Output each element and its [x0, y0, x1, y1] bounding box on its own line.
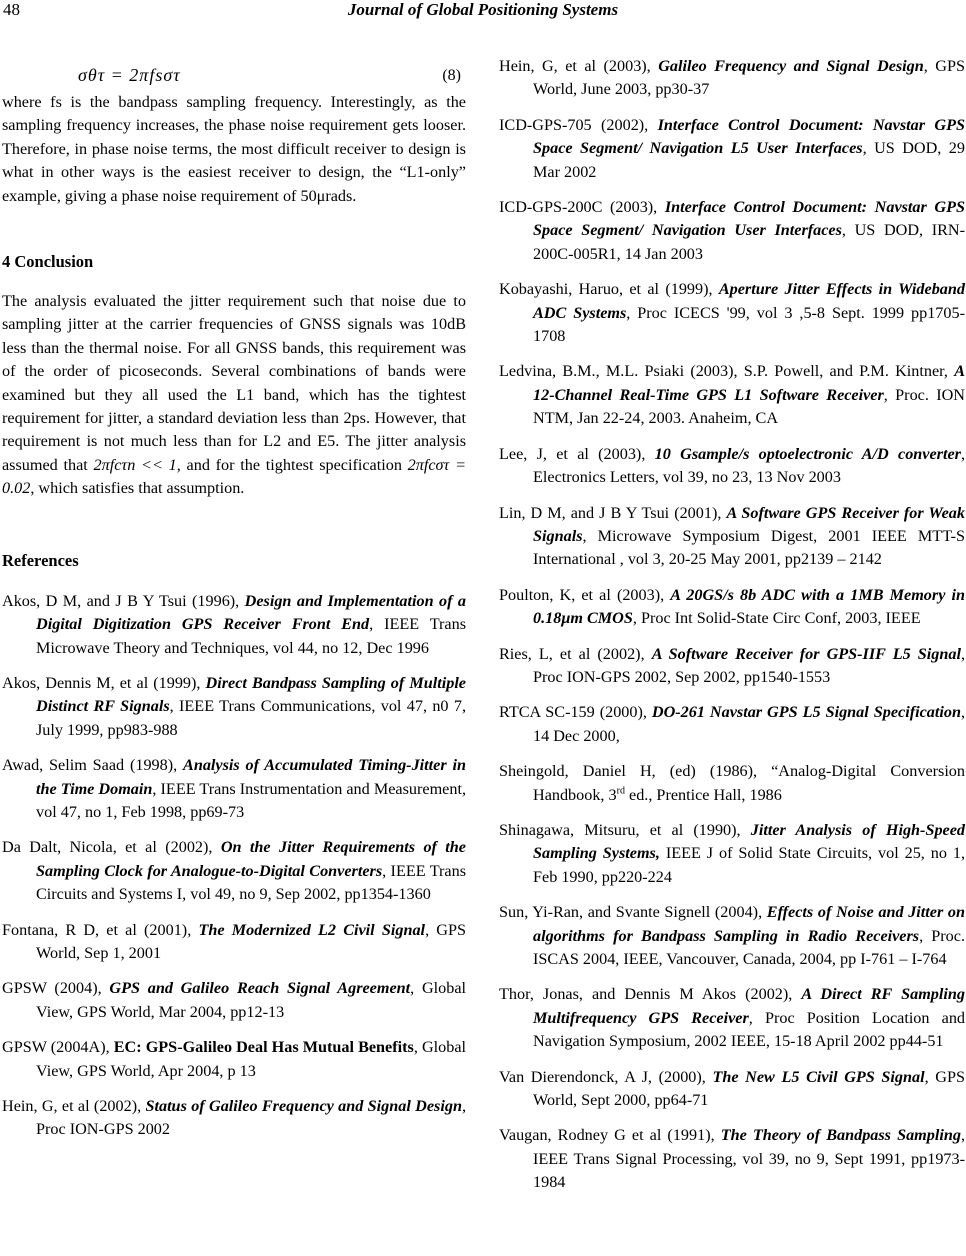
reference-title: The Theory of Bandpass Sampling — [720, 1126, 961, 1145]
reference-authors: Sheingold, Daniel H, (ed) (1986), “Analog-Digital Conversion Handbook, 3 — [499, 762, 965, 804]
reference-title: Interface Control Document: Navstar GPS Space Segment/ Navigation L5 User Interfaces — [533, 115, 965, 158]
reference-details: , IEEE Trans Signal Processing, vol 39, no 9, Sept 1991, pp1973-1984 — [533, 1126, 965, 1192]
reference-title: Interface Control Document: Navstar GPS Space Segment/ Navigation User Interfaces — [533, 198, 965, 240]
reference-authors: ICD-GPS-200C (2003), — [499, 198, 665, 217]
reference-details: , GPS World, June 2003, pp30-37 — [533, 57, 966, 99]
reference-authors: Kobayashi, Haruo, et al (1999), — [499, 280, 719, 299]
reference-authors: Hein, G, et al (2003), — [499, 57, 659, 75]
page-number: 48 — [3, 0, 20, 19]
reference-item — [2, 1036, 466, 1083]
reference-authors: Da Dalt, Nicola, et al (2002), — [2, 838, 221, 857]
edition-superscript: rd — [616, 785, 625, 797]
reference-item — [499, 114, 965, 184]
reference-authors: ICD-GPS-705 (2002), — [499, 115, 658, 134]
reference-details: , GPS World, Sept 2000, pp64-71 — [533, 1067, 965, 1110]
reference-title: On the Jitter Requirements of the Sampling Clock for Analogue-to-Digital Converters — [36, 838, 466, 880]
reference-item — [499, 360, 965, 430]
reference-authors: Thor, Jonas, and Dennis M Akos (2002), — [499, 985, 802, 1004]
equation-8 — [2, 55, 466, 91]
reference-details: , Proc ION-GPS 2002, Sep 2002, pp1540-1553 — [533, 644, 966, 686]
reference-details: , Proc Position Location and Navigation Symposium, 2002 IEEE, 15-18 April 2002 pp44-51 — [533, 1008, 966, 1051]
reference-item — [499, 278, 965, 348]
reference-item — [499, 1066, 965, 1113]
reference-details: , US DOD, 29 Mar 2002 — [533, 139, 965, 181]
reference-details: , GPS World, Sep 1, 2001 — [36, 920, 466, 962]
reference-title: Analysis of Accumulated Timing-Jitter in the Time Domain — [36, 756, 466, 798]
reference-details: , Microwave Symposium Digest, 2001 IEEE MTT-S International , vol 3, 20-25 May 2001, pp2139 – 2142 — [533, 526, 965, 569]
reference-authors: Ries, L, et al (2002), — [499, 644, 652, 663]
reference-title: EC: GPS-Galileo Deal Has Mutual Benefits — [113, 1038, 414, 1057]
reference-item — [499, 443, 965, 490]
reference-authors: Awad, Selim Saad (1998), — [2, 756, 184, 775]
reference-details: , US DOD, IRN-200C-005R1, 14 Jan 2003 — [533, 221, 965, 263]
reference-item — [499, 901, 965, 971]
reference-details: , Proc ION-GPS 2002 — [36, 1097, 466, 1139]
reference-authors: Fontana, R D, et al (2001), — [2, 920, 199, 939]
reference-details: , Proc ICECS '99, vol 3 ,5-8 Sept. 1999 pp1705-1708 — [533, 303, 965, 346]
reference-title: Direct Bandpass Sampling of Multiple Distinct RF Signals — [36, 673, 466, 716]
reference-item — [2, 1095, 466, 1142]
reference-details: , Proc. ION NTM, Jan 22-24, 2003. Anaheim, CA — [533, 385, 965, 428]
reference-authors: Sun, Yi-Ran, and Svante Signell (2004), — [499, 903, 767, 922]
reference-details: , IEEE Trans Communications, vol 47, n0 7, July 1999, pp983-988 — [36, 697, 466, 739]
reference-authors: Akos, Dennis M, et al (1999), — [2, 673, 206, 692]
journal-title: Journal of Global Positioning Systems — [347, 0, 619, 19]
reference-item — [499, 643, 965, 690]
spec-math: 2πfcστ = 0.02 — [2, 455, 467, 498]
reference-title: DO-261 Navstar GPS L5 Signal Specification — [651, 703, 961, 722]
reference-item — [499, 819, 965, 889]
reference-title: Jitter Analysis of High-Speed Sampling Systems, — [533, 820, 966, 863]
reference-details: , Global View, GPS World, Apr 2004, p 13 — [36, 1038, 467, 1080]
reference-item — [2, 977, 466, 1024]
left-column — [2, 55, 466, 1154]
reference-authors: GPSW (2004A), — [2, 1038, 114, 1057]
assumption-math: 2πfcτn << 1 — [93, 455, 177, 474]
right-column — [499, 55, 965, 1207]
reference-authors: Akos, D M, and J B Y Tsui (1996), — [2, 591, 245, 610]
equation-expression: σθτ = 2πfsστ — [78, 65, 181, 85]
reference-details: , 14 Dec 2000, — [533, 703, 965, 745]
reference-details: , IEEE Trans Circuits and Systems I, vol 49, no 9, Sep 2002, pp1354-1360 — [36, 861, 466, 904]
reference-authors: Van Dierendonck, A J, (2000), — [499, 1067, 713, 1086]
references-right-list — [499, 55, 965, 1195]
reference-details: , Global View, GPS World, Mar 2004, pp12-13 — [36, 979, 467, 1021]
reference-details: , Proc. ISCAS 2004, IEEE, Vancouver, Canada, 2004, pp I-761 – I-764 — [533, 926, 965, 968]
reference-authors: Shinagawa, Mitsuru, et al (1990), — [499, 820, 751, 839]
reference-title: A 12-Channel Real-Time GPS L1 Software Receiver — [533, 362, 965, 404]
reference-details: , IEEE Trans Microwave Theory and Techniques, vol 44, no 12, Dec 1996 — [36, 615, 466, 657]
reference-title: The Modernized L2 Civil Signal — [198, 920, 426, 939]
reference-title: A Software Receiver for GPS-IIF L5 Signal — [651, 644, 961, 663]
reference-title: The New L5 Civil GPS Signal — [712, 1067, 925, 1086]
conclusion-mid: , and for the tightest specification — [176, 455, 402, 474]
reference-authors: GPSW (2004), — [2, 979, 110, 998]
reference-authors: Lin, D M, and J B Y Tsui (2001), — [499, 503, 727, 522]
reference-title: Design and Implementation of a Digital Digitization GPS Receiver Front End — [36, 591, 466, 634]
section-heading-conclusion: 4 Conclusion — [2, 252, 94, 272]
section-heading-references: References — [2, 550, 79, 570]
reference-details: , IEEE Trans Instrumentation and Measurement, vol 47, no 1, Feb 1998, pp69-73 — [36, 779, 466, 821]
reference-item — [2, 672, 466, 742]
references-left-list — [2, 590, 466, 1142]
reference-authors: Poulton, K, et al (2003), — [499, 585, 671, 604]
reference-item — [499, 196, 965, 266]
paragraph-phase-noise: where fs is the bandpass sampling frequency. Interestingly, as the sampling frequency increases, the phase noise requirement gets looser. Therefore, in phase noise terms, the most difficult receiver to design is what in other ways is the easiest receiver to design, the “L1-only” example, giving a phase noise requirement of 50μrads. — [2, 93, 466, 205]
reference-authors: Ledvina, B.M., M.L. Psiaki (2003), S.P. Powell, and P.M. Kintner, — [499, 362, 955, 381]
paragraph-conclusion — [2, 290, 466, 501]
reference-authors: Hein, G, et al (2002), — [2, 1097, 146, 1115]
reference-item — [499, 584, 965, 631]
reference-authors: RTCA SC-159 (2000), — [499, 703, 652, 722]
reference-details: ed., Prentice Hall, 1986 — [624, 785, 782, 804]
reference-item — [2, 836, 466, 906]
reference-item — [499, 983, 965, 1053]
reference-title: A Direct RF Sampling Multifrequency GPS Receiver — [533, 985, 965, 1027]
reference-title: 10 Gsample/s optoelectronic A/D converter — [654, 444, 961, 463]
reference-details: IEEE J of Solid State Circuits, vol 25, no 1, Feb 1990, pp220-224 — [533, 844, 965, 886]
reference-authors: Lee, J, et al (2003), — [499, 444, 655, 463]
reference-title: A 20GS/s 8b ADC with a 1MB Memory in 0.18μm CMOS — [533, 585, 965, 628]
reference-title: Aperture Jitter Effects in Wideband ADC Systems — [533, 280, 965, 322]
reference-details: , Proc Int Solid-State Circ Conf, 2003, IEEE — [632, 609, 921, 628]
reference-title: Status of Galileo Frequency and Signal Design — [145, 1097, 462, 1115]
reference-item — [499, 701, 965, 748]
reference-title: GPS and Galileo Reach Signal Agreement — [109, 979, 411, 998]
reference-item — [499, 55, 965, 102]
conclusion-end: , which satisfies that assumption. — [30, 479, 245, 498]
conclusion-main: The analysis evaluated the jitter requirement such that noise due to sampling jitter at the carrier frequencies of GNSS signals was 10dB less than the thermal noise. For all GNSS bands, this requirement was of the order of picoseconds. Several combinations of bands were examined but they all used the L1 band, which has the tightest requirement for jitter, a standard deviation less than 2ps. However, that requirement is not much less than for L2 and E5. The jitter analysis assumed that — [2, 292, 466, 474]
reference-details: , Electronics Letters, vol 39, no 23, 13 Nov 2003 — [533, 444, 966, 487]
reference-title: Effects of Noise and Jitter on algorithms for Bandpass Sampling in Radio Receivers — [533, 903, 965, 945]
reference-item — [499, 760, 965, 807]
equation-number: (8) — [442, 67, 461, 84]
reference-item — [2, 754, 466, 824]
reference-item — [499, 502, 965, 572]
reference-item — [499, 1124, 965, 1194]
reference-item — [2, 919, 466, 966]
reference-authors: Vaugan, Rodney G et al (1991), — [499, 1126, 721, 1145]
reference-item — [2, 590, 466, 660]
reference-title: A Software GPS Receiver for Weak Signals — [533, 503, 965, 545]
reference-title: Galileo Frequency and Signal Design — [658, 57, 924, 75]
